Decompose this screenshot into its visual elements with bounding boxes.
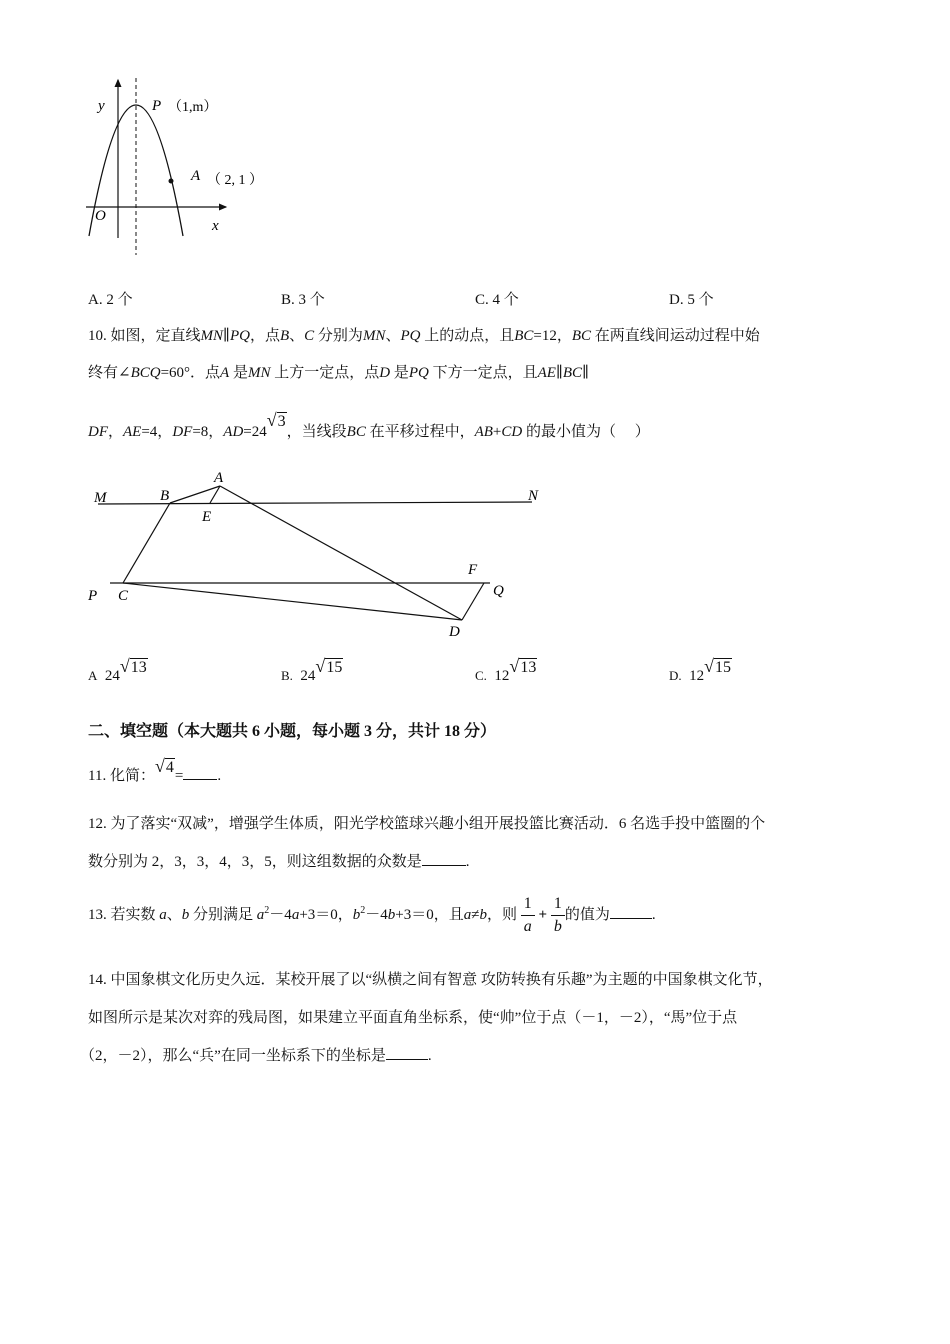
label-d: D (449, 624, 460, 640)
segment-cd (123, 583, 462, 620)
label-n: N (528, 488, 539, 504)
q14-answer-blank[interactable] (386, 1045, 428, 1060)
q14-line-2: 如图所示是某次对弈的残局图，如果建立平面直角坐标系，使“帅”位于点（－1，－2），“馬”位于点 (88, 1010, 738, 1026)
segment-ad (220, 486, 462, 620)
q10-option-d: D. 12√15 (669, 656, 732, 684)
label-a: A (214, 470, 224, 486)
q10-option-c: C. 12√13 (475, 656, 537, 684)
q10-line-2: 终有∠BCQ=60°．点A 是MN 上方一定点，点D 是PQ 下方一定点，且AE∥BC∥ (88, 365, 589, 381)
q14-line-1: 14. 中国象棋文化历史久远．某校开展了以“纵横之间有智意 攻防转换有乐趣”为主题的中国象棋文化节， (88, 972, 773, 988)
p-coord: （1,m） (168, 100, 218, 115)
q12-answer-blank[interactable] (422, 851, 466, 866)
point-a-dot (169, 179, 174, 184)
label-p: P (88, 588, 98, 604)
q10-option-b: B. 24√15 (281, 656, 343, 684)
q11: 11. 化简：√4= . (88, 756, 222, 784)
q11-answer-blank[interactable] (183, 765, 217, 780)
parabola-figure (80, 70, 280, 270)
y-label: y (98, 98, 105, 114)
q9-option-b: B. 3 个 (281, 292, 325, 308)
a-label: A (191, 168, 201, 184)
sqrt-3: √3 (266, 410, 286, 430)
q10-option-a: A 24√13 (88, 656, 147, 684)
label-f: F (468, 562, 478, 578)
q9-option-c: C. 4 个 (475, 292, 519, 308)
q13: 13. 若实数 a、b 分别满足 $a^2-4a+3=0$，$b^2-4b+3=0$，且a≠b，则 $\frac{1}{a}$ + $\frac{1}{b}$ 的值为 . (88, 886, 656, 936)
x-label: x (212, 218, 219, 234)
fraction-1-over-a: $\frac{1}{a}$ (521, 893, 535, 938)
sqrt-4: √4 (154, 756, 174, 776)
q10-line-3: DF，AE=4，DF=8，AD=24√3，当线段BC 在平移过程中，AB+CD 的最小值为（ ） (88, 410, 650, 440)
segment-bc (123, 503, 170, 583)
label-c: C (118, 588, 129, 604)
q9-option-a: A. 2 个 (88, 292, 133, 308)
label-e: E (202, 509, 212, 525)
q12-line-1: 12. 为了落实“双减”，增强学生体质，阳光学校篮球兴趣小组开展投篮比赛活动．6 名选手投中篮圈的个 (88, 816, 766, 832)
a-coord: （ 2, 1 ） (207, 173, 263, 188)
q10-figure (80, 462, 560, 647)
q10-line-1: 10. 如图，定直线MN∥PQ，点B、C 分别为MN、PQ 上的动点，且BC=12，BC 在两直线间运动过程中始 (88, 328, 760, 344)
origin-label: O (95, 208, 106, 224)
section-2-title: 二、填空题（本大题共 6 小题，每小题 3 分，共计 18 分） (88, 723, 497, 740)
q13-answer-blank[interactable] (610, 888, 652, 919)
fraction-1-over-b: $\frac{1}{b}$ (551, 893, 565, 938)
p-label: P (152, 98, 162, 114)
segment-ab (170, 486, 220, 503)
label-q: Q (493, 583, 504, 599)
q12-line-2: 数分别为 2，3，3，4，3，5，则这组数据的众数是 . (88, 851, 470, 872)
q9-option-d: D. 5 个 (669, 292, 714, 308)
q14-line-3: （2，－2），那么“兵”在同一坐标系下的坐标是 . (80, 1045, 432, 1066)
label-b: B (160, 488, 170, 504)
segment-df (462, 583, 484, 620)
label-m: M (94, 490, 107, 506)
